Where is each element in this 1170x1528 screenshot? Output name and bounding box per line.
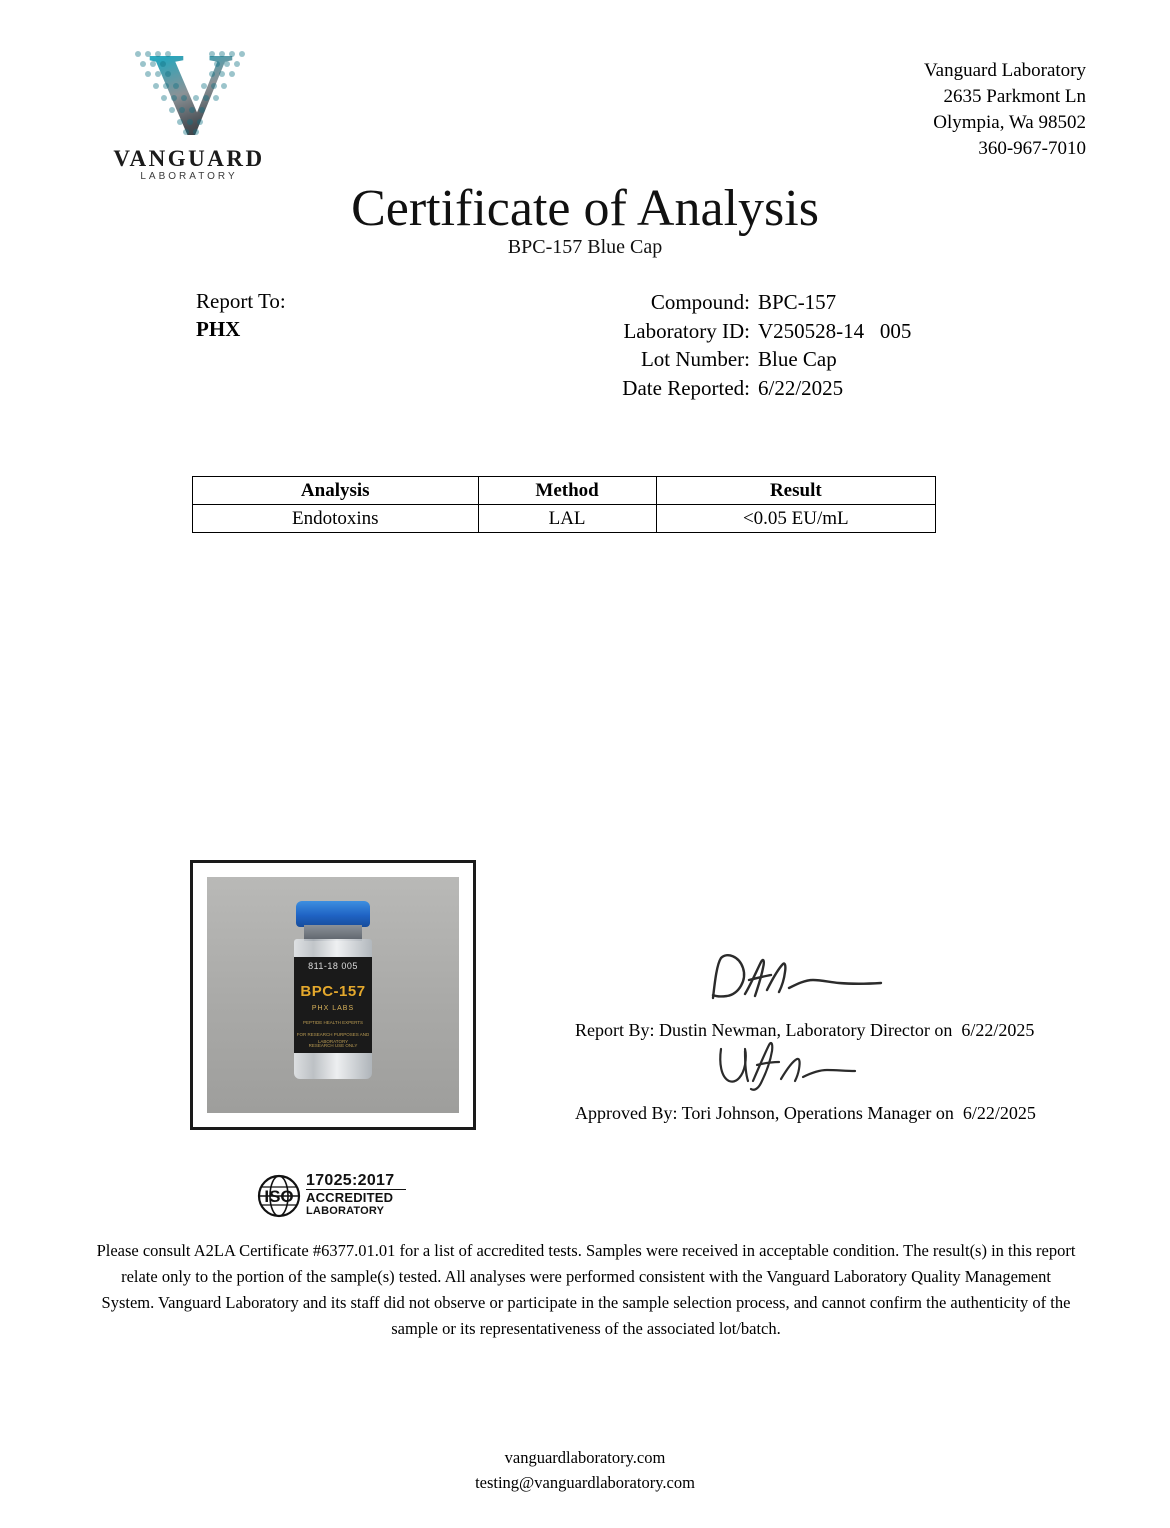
iso-standard: 17025:2017 <box>306 1172 395 1189</box>
sample-meta-block <box>560 288 990 402</box>
disclaimer-text: Please consult A2LA Certificate #6377.01.01 for a list of accredited tests. Samples were received in acceptable condition. The result(s) in this report relate only to the portion of the sample(s) tested. All analyses were performed consistent with the Vanguard Laboratory Quality Management System. Vanguard Laboratory and its staff did not observe or participate in the sample selection process, and cannot confirm the authenticity of the sample or its representativeness of the associated lot/batch. <box>96 1241 1076 1338</box>
lab-address-line1: 2635 Parkmont Ln <box>943 86 1086 107</box>
meta-value-date-reported: 6/22/2025 <box>758 375 844 400</box>
document-footer <box>0 1445 1170 1495</box>
vial-blue-cap <box>296 901 370 927</box>
lab-address-line2: Olympia, Wa 98502 <box>933 112 1086 133</box>
iso-accredited-label: ACCREDITED <box>306 1189 406 1205</box>
globe-icon <box>256 1174 302 1218</box>
meta-row-laboratory-id <box>560 317 990 346</box>
table-header-row <box>193 477 936 505</box>
product-photo-background <box>207 877 459 1113</box>
vial-brand: PHX LABS <box>311 1005 355 1012</box>
page-subtitle: BPC-157 Blue Cap <box>507 236 663 258</box>
meta-label-compound: Compound: <box>650 290 750 314</box>
vial-fine-print-2: FOR RESEARCH PURPOSES AND LABORATORY <box>296 1032 370 1044</box>
lab-address-block <box>924 58 1086 162</box>
signature-tori-johnson-icon <box>715 1037 875 1095</box>
meta-value-compound: BPC-157 <box>758 290 837 314</box>
vial-compound-name: BPC-157 <box>300 983 366 1000</box>
meta-label-date-reported: Date Reported: <box>622 375 750 400</box>
meta-row-lot-number <box>560 345 990 374</box>
meta-value-lot-number: Blue Cap <box>758 347 837 371</box>
lab-phone: 360-967-7010 <box>978 138 1086 159</box>
vial-fine-print-1: PEPTIDE HEALTH EXPERTS <box>302 1020 364 1025</box>
vial-label <box>294 957 372 1053</box>
meta-row-date-reported <box>560 374 990 403</box>
table-header-result: Result <box>656 477 935 505</box>
logo-wordmark: VANGUARD <box>113 146 265 171</box>
cell-method: LAL <box>478 505 656 533</box>
cell-analysis: Endotoxins <box>193 505 479 533</box>
iso-laboratory-label: LABORATORY <box>306 1205 385 1217</box>
report-to-label: Report To: <box>196 289 286 313</box>
footer-email[interactable]: testing@vanguardlaboratory.com <box>475 1473 695 1492</box>
meta-value-laboratory-id: V250528-14 005 <box>758 318 912 343</box>
signature-dustin-newman-icon <box>705 950 905 1012</box>
results-table <box>192 476 936 533</box>
table-header-analysis: Analysis <box>193 477 479 505</box>
logo-letter-v: V <box>120 40 260 148</box>
page-title: Certificate of Analysis <box>351 180 819 237</box>
vial-fine-print-3: RESEARCH USE ONLY <box>308 1043 358 1048</box>
meta-row-compound <box>560 288 990 317</box>
iso-accreditation-badge <box>256 1172 406 1220</box>
logo-subtext: LABORATORY <box>140 171 238 182</box>
report-by-text: Report By: Dustin Newman, Laboratory Director on 6/22/2025 <box>575 1020 1035 1040</box>
meta-label-laboratory-id: Laboratory ID: <box>623 318 750 343</box>
document-header <box>0 28 1170 182</box>
table-header-method: Method <box>478 477 656 505</box>
approved-by-text: Approved By: Tori Johnson, Operations Manager on 6/22/2025 <box>575 1103 1036 1123</box>
vial-lot-text: 811-18 005 <box>308 961 358 971</box>
product-photo <box>190 860 476 1130</box>
approved-by-block <box>575 1103 1036 1124</box>
report-to-value: PHX <box>196 317 241 341</box>
cell-result: <0.05 EU/mL <box>656 505 935 533</box>
svg-text:ISO: ISO <box>264 1187 294 1206</box>
meta-label-lot-number: Lot Number: <box>640 347 750 371</box>
vial-image <box>290 901 376 1079</box>
iso-text-block <box>306 1172 406 1218</box>
vanguard-logo <box>104 28 274 185</box>
lab-name: Vanguard Laboratory <box>924 60 1086 81</box>
footer-website[interactable]: vanguardlaboratory.com <box>504 1448 666 1467</box>
table-row <box>193 505 936 533</box>
